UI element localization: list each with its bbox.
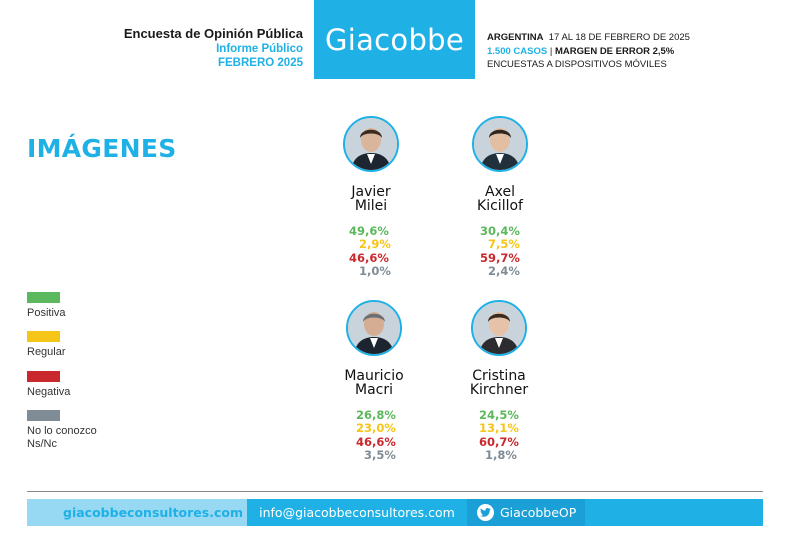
candidate-name (440, 185, 560, 213)
candidate-name (311, 185, 431, 213)
legend-label: Regular (27, 346, 66, 358)
legend-label: Negativa (27, 386, 71, 398)
candidate-photo (472, 116, 528, 172)
legend-swatch (27, 331, 60, 342)
value-positive: 30,4% (480, 224, 520, 238)
email-text: info@giacobbeconsultores.com (259, 505, 455, 520)
cases: 1.500 CASOS (487, 45, 548, 57)
value-unknown: 3,5% (364, 447, 396, 462)
candidate-name-line: Mauricio (344, 368, 404, 384)
candidate-card (440, 116, 560, 278)
website-link[interactable] (27, 499, 247, 526)
value-regular: 7,5% (488, 237, 520, 252)
candidate-card (314, 300, 434, 462)
brand-logo (314, 0, 475, 79)
candidate-name-line: Macri (354, 382, 393, 398)
candidate-name (439, 369, 559, 397)
candidate-card (311, 116, 431, 278)
candidate-values (314, 409, 434, 462)
candidate-photo (343, 116, 399, 172)
candidate-values (439, 409, 559, 462)
survey-method: ENCUESTAS A DISPOSITIVOS MÓVILES (487, 59, 667, 70)
candidate-card (439, 300, 559, 462)
twitter-handle: GiacobbeOP (500, 505, 577, 520)
candidate-name-line: Kirchner (469, 382, 529, 398)
value-negative: 46,6% (349, 250, 389, 265)
twitter-bird-icon (477, 504, 494, 521)
legend-swatch (27, 410, 60, 421)
candidate-name-line: Axel (485, 184, 515, 200)
report-type: Informe Público (216, 42, 303, 55)
survey-details (487, 31, 690, 72)
value-regular: 2,9% (359, 237, 391, 252)
value-unknown: 1,8% (485, 447, 517, 462)
candidate-values (440, 225, 560, 278)
legend-swatch (27, 292, 60, 303)
legend-item (27, 292, 66, 320)
legend-item (27, 371, 70, 399)
candidate-name-line: Milei (354, 198, 388, 214)
candidate-photo (471, 300, 527, 356)
candidate-name-line: Cristina (472, 368, 526, 384)
value-regular: 13,1% (479, 421, 519, 436)
separator: | (549, 45, 553, 57)
candidate-name-line: Javier (351, 184, 391, 200)
website-text: giacobbeconsultores.com (63, 505, 243, 520)
candidate-name-line: Kicillof (477, 198, 523, 214)
footer-bar-end (585, 499, 763, 526)
candidate-values (311, 225, 431, 278)
footer-divider (27, 491, 763, 492)
survey-dates: 17 AL 18 DE FEBRERO DE 2025 (548, 32, 690, 43)
legend-item (27, 331, 66, 359)
report-period: FEBRERO 2025 (217, 57, 303, 69)
candidate-photo (346, 300, 402, 356)
value-positive: 49,6% (349, 224, 389, 238)
survey-title: Encuesta de Opinión Pública (123, 26, 303, 41)
value-regular: 23,0% (356, 421, 396, 436)
brand-name: Giacobbe (324, 22, 465, 57)
twitter-link[interactable] (467, 499, 585, 526)
section-title: IMÁGENES (27, 134, 177, 163)
legend-item (27, 410, 97, 451)
value-negative: 46,6% (356, 434, 396, 449)
error-margin: MARGEN DE ERROR 2,5% (554, 45, 675, 57)
country: ARGENTINA (487, 32, 544, 43)
value-negative: 59,7% (480, 250, 520, 265)
candidate-name (314, 369, 434, 397)
value-unknown: 1,0% (359, 263, 391, 278)
value-negative: 60,7% (479, 434, 519, 449)
survey-header (124, 27, 303, 71)
value-positive: 26,8% (356, 408, 396, 422)
legend-label: No lo conozco (27, 425, 97, 437)
value-positive: 24,5% (479, 408, 519, 422)
email-link[interactable] (247, 499, 467, 526)
legend-swatch (27, 371, 60, 382)
legend-label: Positiva (27, 307, 66, 319)
value-unknown: 2,4% (488, 263, 520, 278)
legend-label: Ns/Nc (27, 438, 57, 450)
